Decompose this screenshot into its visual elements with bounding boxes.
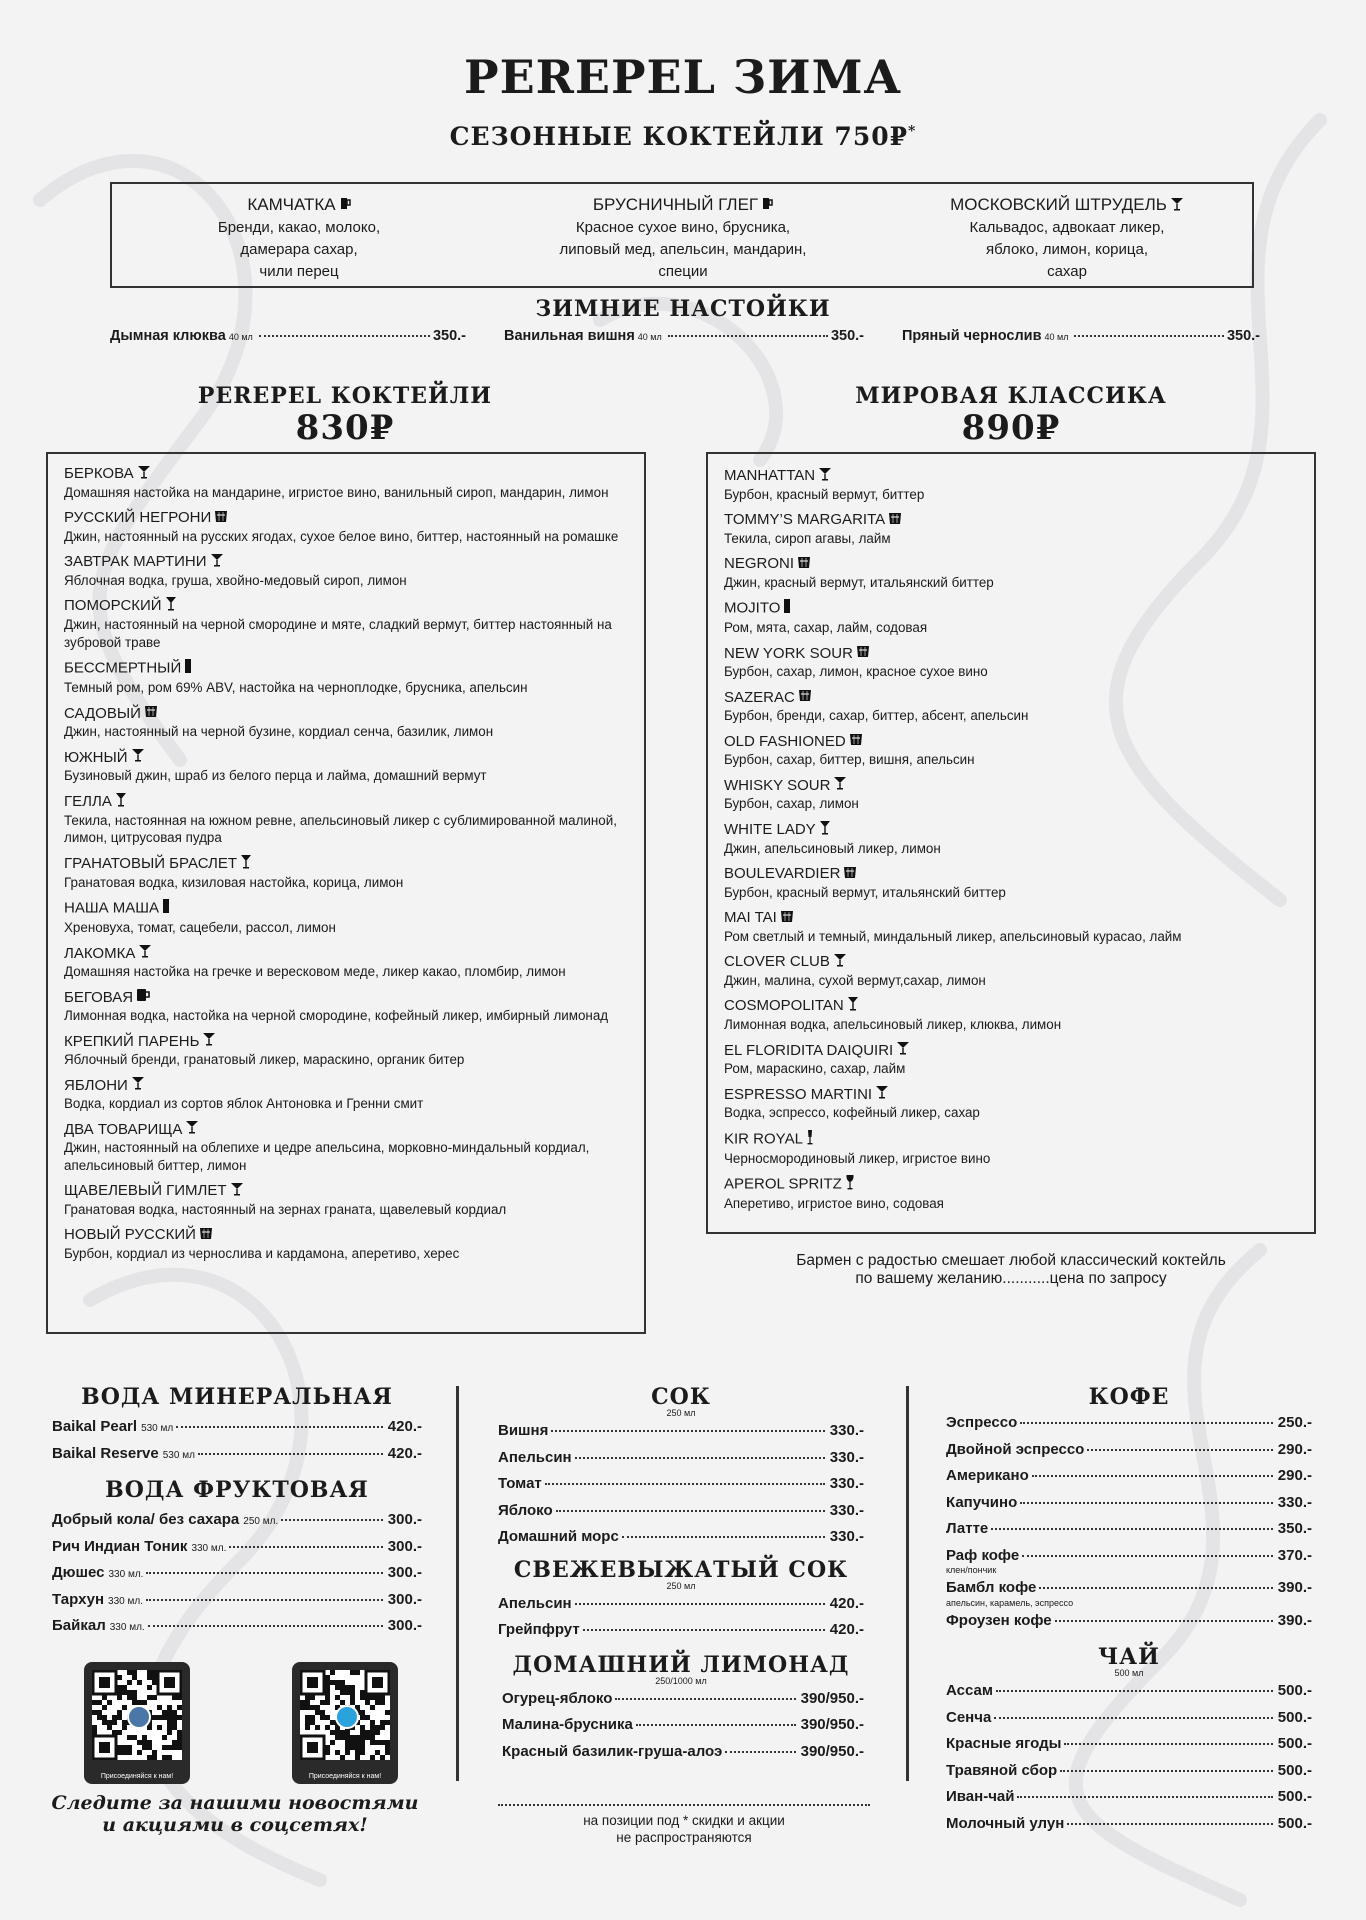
item-name: Капучино xyxy=(946,1493,1018,1511)
perepel-menu-box xyxy=(46,452,646,1334)
menu-item xyxy=(64,704,628,741)
menu-item xyxy=(724,1129,1298,1168)
item-price: 330.- xyxy=(829,1475,864,1492)
martini-glass-icon xyxy=(138,944,152,963)
rocks-glass-icon xyxy=(214,509,228,528)
item-name: БЕГОВАЯ xyxy=(64,988,134,1006)
menu-item xyxy=(724,820,1298,858)
price-row xyxy=(502,1716,864,1743)
item-name: РУССКИЙ НЕГРОНИ xyxy=(64,509,212,527)
price-row xyxy=(946,1735,1312,1762)
mineral-water-heading: ВОДА МИНЕРАЛЬНАЯ xyxy=(81,1384,393,1410)
telegram-icon xyxy=(335,1705,359,1729)
item-price: 390/950.- xyxy=(800,1689,864,1707)
item-desc: Джин, красный вермут, итальянский биттер xyxy=(724,574,994,590)
item-name: Красный базилик-груша-алоэ xyxy=(502,1742,723,1760)
price-row xyxy=(946,1682,1312,1709)
highball-glass-icon xyxy=(783,598,791,619)
coupe-glass-icon xyxy=(115,792,127,812)
martini-glass-icon xyxy=(137,465,151,484)
price-row xyxy=(946,1494,1312,1521)
item-name: MAI TAI xyxy=(724,909,777,927)
coupe-glass-icon xyxy=(165,596,177,616)
qr-code-vk[interactable]: Присоединяйся к нам! xyxy=(84,1662,190,1784)
item-price: 390/950.- xyxy=(800,1716,864,1733)
rocks-glass-icon xyxy=(199,1226,213,1245)
item-price: 390/950.- xyxy=(800,1742,864,1760)
item-name: Огурец-яблоко xyxy=(502,1689,613,1707)
item-desc: Лимонная водка, апельсиновый ликер, клюква, лимон xyxy=(724,1017,1062,1033)
bartender-note: Бармен с радостью смешает любой классический коктейль по вашему желанию...........цена по запросу xyxy=(796,1252,1226,1287)
menu-item xyxy=(724,554,1298,591)
martini-glass-icon xyxy=(875,1085,889,1104)
martini-glass-icon xyxy=(131,1076,145,1095)
menu-item xyxy=(64,1181,628,1218)
rocks-glass-icon xyxy=(843,865,857,884)
item-desc: Гранатовая водка, настоянный на зернах граната, щавелевый кордиал xyxy=(64,1201,507,1217)
price-row xyxy=(52,1564,422,1591)
price-row xyxy=(946,1762,1312,1789)
price-row xyxy=(502,1690,864,1717)
rocks-glass-icon xyxy=(849,732,863,751)
item-name: Томат xyxy=(498,1475,542,1492)
price-row xyxy=(946,1612,1312,1639)
price-row xyxy=(498,1422,864,1449)
price-row xyxy=(946,1709,1312,1736)
highball-glass-icon xyxy=(162,898,170,919)
menu-item xyxy=(64,944,628,981)
item-name: Рич Индиан Тоник xyxy=(52,1537,188,1555)
price-row xyxy=(502,1743,864,1770)
item-name: WHITE LADY xyxy=(724,820,816,838)
item-name: Ассам xyxy=(946,1682,993,1699)
item-desc: Яблочная водка, груша, хвойно-медовый сироп, лимон xyxy=(64,572,407,588)
item-name: ГРАНАТОВЫЙ БРАСЛЕТ xyxy=(64,854,238,872)
perepel-heading: PEREPEL КОКТЕЙЛИ xyxy=(197,383,493,409)
martini-glass-icon xyxy=(210,553,224,572)
martini-glass-icon xyxy=(818,467,832,486)
item-price: 390.- xyxy=(1277,1611,1312,1629)
item-desc: Бурбон, бренди, сахар, биттер, абсент, апельсин xyxy=(724,708,1029,724)
item-desc: Аперетиво, игристое вино, содовая xyxy=(724,1196,944,1212)
seasonal-item xyxy=(134,194,464,283)
item-desc: Джин, настоянный на черной смородине и мяте, сладкий вермут, биттер настоянный на зубровой траве xyxy=(64,617,612,650)
martini-glass-icon xyxy=(896,1041,910,1060)
item-desc: Бурбон, сахар, лимон, красное сухое вино xyxy=(724,664,988,680)
item-name: MOJITO xyxy=(724,599,781,617)
item-name: Иван-чай xyxy=(946,1788,1015,1805)
item-name: ДВА ТОВАРИЩА xyxy=(64,1120,183,1138)
item-desc: Темный ром, ром 69% ABV, настойка на черноплодке, брусника, апельсин xyxy=(64,680,528,696)
item-price: 250.- xyxy=(1277,1414,1312,1431)
seasonal-item xyxy=(902,194,1232,283)
mug-icon xyxy=(761,195,773,217)
menu-item xyxy=(64,988,628,1025)
martini-glass-icon xyxy=(131,748,145,767)
item-name: САДОВЫЙ xyxy=(64,704,141,722)
menu-item xyxy=(724,598,1298,637)
item-desc: Джин, настоянный на черной бузине, кордиал сенча, базилик, лимон xyxy=(64,724,494,740)
item-desc: Кальвадос, адвокаат ликер, яблоко, лимон, корица, сахар xyxy=(969,218,1165,280)
item-price: 300.- xyxy=(387,1537,422,1555)
coupe-glass-icon xyxy=(819,820,831,840)
item-price: 500.- xyxy=(1277,1708,1312,1726)
menu-item xyxy=(64,854,628,892)
item-desc: Ром светлый и темный, миндальный ликер, апельсиновый курасао, лайм xyxy=(724,928,1182,944)
item-name: Baikal Reserve xyxy=(52,1444,159,1462)
menu-item xyxy=(64,464,628,501)
item-price: 500.- xyxy=(1277,1788,1312,1805)
item-name: OLD FASHIONED xyxy=(724,732,846,750)
tincture-item: Дымная клюква 40 мл 350.- xyxy=(110,328,466,344)
item-name: WHISKY SOUR xyxy=(724,776,831,794)
menu-item xyxy=(64,898,628,937)
price-row xyxy=(52,1418,422,1445)
footnote: на позиции под * скидки и акции не распространяются xyxy=(583,1813,785,1845)
item-desc: Джин, малина, сухой вермут,сахар, лимон xyxy=(724,972,986,988)
item-volume: 250 мл. xyxy=(243,1516,279,1527)
item-name: MANHATTAN xyxy=(724,467,816,484)
item-desc: Ром, мята, сахар, лайм, содовая xyxy=(724,620,928,636)
tincture-item: Ванильная вишня 40 мл 350.- xyxy=(504,328,864,344)
item-name: ЗАВТРАК МАРТИНИ xyxy=(64,553,207,571)
price-row xyxy=(946,1441,1312,1468)
mug-icon xyxy=(339,195,351,217)
item-price: 330.- xyxy=(829,1422,864,1439)
vk-icon xyxy=(127,1705,151,1729)
martini-glass-icon xyxy=(1170,195,1184,217)
item-desc: Бурбон, сахар, биттер, вишня, апельсин xyxy=(724,752,975,768)
item-price: 370.- xyxy=(1277,1546,1312,1564)
menu-item xyxy=(724,1041,1298,1078)
item-desc: Домашняя настойка на мандарине, игристое вино, ванильный сироп, мандарин, лимон xyxy=(64,484,609,500)
item-name: Молочный улун xyxy=(946,1814,1065,1832)
item-price: 420.- xyxy=(387,1418,422,1435)
item-name: НАША МАША xyxy=(64,899,160,917)
item-volume: 530 мл xyxy=(141,1423,174,1434)
menu-item xyxy=(64,792,628,847)
menu-item xyxy=(724,952,1298,989)
item-name: TOMMY’S MARGARITA xyxy=(724,511,886,529)
qr-code-telegram[interactable]: Присоединяйся к нам! xyxy=(292,1662,398,1784)
item-name: NEGRONI xyxy=(724,555,795,573)
menu-item xyxy=(724,644,1298,681)
coffee-heading: КОФЕ xyxy=(1088,1384,1170,1410)
item-name: БЕССМЕРТНЫЙ xyxy=(64,659,182,677)
coupe-glass-icon xyxy=(240,854,252,874)
item-desc: Хреновуха, томат, сацебели, рассол, лимон xyxy=(64,920,336,936)
item-name: Травяной сбор xyxy=(946,1761,1058,1779)
item-price: 390.- xyxy=(1277,1579,1312,1596)
item-name: ESPRESSO MARTINI xyxy=(724,1085,873,1103)
item-price: 290.- xyxy=(1277,1440,1312,1458)
item-name: Фроузен кофе xyxy=(946,1611,1052,1629)
item-desc: Бурбон, сахар, лимон xyxy=(724,796,859,812)
rocks-glass-icon xyxy=(144,704,158,723)
rocks-glass-icon xyxy=(798,688,812,707)
price-row xyxy=(946,1520,1312,1547)
item-name: Вишня xyxy=(498,1422,549,1439)
item-price: 300.- xyxy=(387,1511,422,1528)
price-row xyxy=(498,1502,864,1529)
column-divider xyxy=(906,1386,909,1781)
item-desc: Бузиновый джин, шраб из белого перца и лайма, домашний вермут xyxy=(64,768,487,784)
item-price: 290.- xyxy=(1277,1467,1312,1484)
martini-glass-icon xyxy=(833,776,847,795)
item-name: Малина-брусника xyxy=(502,1716,633,1733)
rocks-glass-icon xyxy=(780,909,794,928)
item-price: 330.- xyxy=(829,1528,864,1545)
item-price: 300.- xyxy=(387,1617,422,1634)
item-price: 330.- xyxy=(1277,1493,1312,1511)
price-row xyxy=(498,1449,864,1476)
water-section xyxy=(52,1384,422,1644)
price-row xyxy=(498,1595,864,1622)
item-desc: Текила, сироп агавы, лайм xyxy=(724,530,891,546)
price-row xyxy=(52,1445,422,1472)
menu-item xyxy=(724,510,1298,547)
highball-glass-icon xyxy=(184,658,192,679)
tinctures-row xyxy=(0,328,1366,352)
menu-item xyxy=(724,732,1298,769)
item-desc: Бурбон, кордиал из чернослива и кардамона, аперетиво, херес xyxy=(64,1245,460,1261)
rocks-glass-icon xyxy=(888,511,902,530)
item-desc: Домашняя настойка на гречке и вересковом меде, ликер какао, пломбир, лимон xyxy=(64,964,566,980)
item-name: Бамбл кофе xyxy=(946,1579,1037,1596)
item-name: BOULEVARDIER xyxy=(724,865,841,883)
item-price: 500.- xyxy=(1277,1682,1312,1699)
item-desc: Джин, настоянный на облепихе и цедре апельсина, морковно-миндальный кордиал, апельсиновый биттер, лимон xyxy=(64,1140,590,1173)
classic-heading: МИРОВАЯ КЛАССИКА xyxy=(855,383,1167,409)
item-name: Baikal Pearl xyxy=(52,1418,138,1435)
item-name: ГЕЛЛА xyxy=(64,792,112,810)
item-name: Добрый кола/ без сахара xyxy=(52,1511,240,1528)
juice-heading: СОК xyxy=(651,1384,711,1410)
price-row xyxy=(498,1475,864,1502)
price-row xyxy=(52,1617,422,1644)
item-name: Домашний морс xyxy=(498,1528,619,1545)
item-name: Байкал xyxy=(52,1617,106,1634)
tincture-item: Пряный чернослив 40 мл 350.- xyxy=(902,328,1260,344)
item-name: KIR ROYAL xyxy=(724,1130,803,1148)
price-row xyxy=(946,1414,1312,1441)
item-name: Грейпфрут xyxy=(498,1621,580,1638)
fresh-juice-heading: СВЕЖЕВЫЖАТЫЙ СОК xyxy=(513,1556,849,1583)
item-name: NEW YORK SOUR xyxy=(724,644,853,662)
wine-glass-icon xyxy=(845,1174,855,1195)
item-price: 420.- xyxy=(829,1594,864,1612)
item-price: 300.- xyxy=(387,1564,422,1581)
menu-item xyxy=(724,688,1298,725)
price-row xyxy=(946,1788,1312,1815)
price-row xyxy=(52,1591,422,1618)
item-price: 300.- xyxy=(387,1590,422,1608)
item-desc: Красное сухое вино, брусника, липовый мед, апельсин, мандарин, специи xyxy=(559,218,807,280)
menu-item xyxy=(64,1225,628,1262)
item-name: ЯБЛОНИ xyxy=(64,1076,128,1094)
tinctures-heading: ЗИМНИЕ НАСТОЙКИ xyxy=(535,296,831,322)
column-divider xyxy=(456,1386,459,1781)
item-name: Апельсин xyxy=(498,1594,572,1612)
divider xyxy=(498,1804,870,1806)
seasonal-item xyxy=(518,194,848,283)
item-price: 500.- xyxy=(1277,1814,1312,1832)
item-name: БРУСНИЧНЫЙ ГЛЕГ xyxy=(592,195,759,214)
menu-item xyxy=(64,658,628,697)
item-name: Эспрессо xyxy=(946,1414,1018,1431)
flute-glass-icon xyxy=(806,1129,814,1150)
classic-price: 890₽ xyxy=(961,408,1061,448)
item-price: 500.- xyxy=(1277,1761,1312,1779)
item-desc: Бренди, какао, молоко, дамерара сахар, чили перец xyxy=(217,218,381,280)
item-name: APEROL SPRITZ xyxy=(724,1175,842,1193)
item-desc: Бурбон, красный вермут, итальянский биттер xyxy=(724,884,1006,900)
item-desc: Гранатовая водка, кизиловая настойка, корица, лимон xyxy=(64,874,404,890)
menu-item xyxy=(724,908,1298,945)
item-desc: Джин, апельсиновый ликер, лимон xyxy=(724,840,941,856)
item-desc: Лимонная водка, настойка на черной смородине, кофейный ликер, имбирный лимонад xyxy=(64,1008,609,1024)
price-row xyxy=(946,1815,1312,1842)
item-name: Яблоко xyxy=(498,1501,553,1519)
coffee-section: КОФЕ Эспрессо 250.- Двойной эспрессо 290.- Американо 290.- Капучино 330.- Латте 350.- Раф кофе 370.- клен/пончик Бамбл кофе 390.- апельсин, карамель, эспрессо Фроузен кофе 390.- ЧАЙ 500 мл Ассам 500.- Сенча 500.- Красные ягоды 500.- Травяной сбор 500.- Иван-чай 500.- Молочный улун 500.- xyxy=(946,1384,1312,1841)
item-name: Латте xyxy=(946,1520,989,1537)
menu-item xyxy=(64,1120,628,1175)
item-volume: 330 мл. xyxy=(109,1622,145,1633)
price-row xyxy=(52,1538,422,1565)
item-price: 350.- xyxy=(1277,1520,1312,1537)
item-desc: Бурбон, красный вермут, биттер xyxy=(724,486,925,502)
price-row xyxy=(498,1528,864,1555)
item-name: ЩАВЕЛЕВЫЙ ГИМЛЕТ xyxy=(64,1182,227,1200)
perepel-price: 830₽ xyxy=(295,408,395,448)
juice-section: СОК 250 мл Вишня 330.- Апельсин 330.- Томат 330.- Яблоко 330.- Домашний морс 330.- СВЕЖЕВЫЖАТЫЙ СОК 250 мл Апельсин 420.- Грейпфрут 420.- ДОМАШНИЙ ЛИМОНАД 250/1000 мл Огурец-яблоко 390/950.- Малина-брусника 390/950.- Красный базилик-груша-алоэ 390/950.- xyxy=(498,1384,864,1769)
page-title: PEREPEL ЗИМА xyxy=(464,50,902,104)
item-name: ПОМОРСКИЙ xyxy=(64,597,162,615)
menu-item xyxy=(64,596,628,651)
menu-item xyxy=(64,552,628,589)
price-row xyxy=(498,1621,864,1648)
item-desc: Ром, мараскино, сахар, лайм xyxy=(724,1061,906,1077)
item-name: COSMOPOLITAN xyxy=(724,997,844,1015)
mug-icon xyxy=(136,988,151,1007)
item-price: 420.- xyxy=(387,1444,422,1462)
item-note: апельсин, карамель, эспрессо xyxy=(946,1597,1074,1608)
item-name: НОВЫЙ РУССКИЙ xyxy=(64,1226,196,1244)
item-name: Красные ягоды xyxy=(946,1735,1062,1752)
item-volume: 330 мл. xyxy=(108,1595,143,1607)
item-name: КАМЧАТКА xyxy=(247,195,336,214)
item-name: Сенча xyxy=(946,1708,992,1726)
menu-item xyxy=(64,508,628,545)
item-name: Дюшес xyxy=(52,1564,105,1581)
item-note: клен/пончик xyxy=(946,1565,997,1575)
martini-glass-icon xyxy=(230,1182,244,1201)
rocks-glass-icon xyxy=(797,555,811,574)
item-desc: Джин, настоянный на русских ягодах, сухое белое вино, биттер, настоянный на ромашке xyxy=(64,528,619,544)
rocks-glass-icon xyxy=(856,644,870,663)
menu-item xyxy=(724,776,1298,813)
item-desc: Яблочный бренди, гранатовый ликер, мараскино, органик битер xyxy=(64,1052,465,1068)
item-name: Тархун xyxy=(52,1590,105,1608)
price-row xyxy=(946,1467,1312,1494)
item-price: 330.- xyxy=(829,1448,864,1466)
item-name: Американо xyxy=(946,1467,1029,1484)
menu-item xyxy=(64,1032,628,1069)
item-volume: 330 мл. xyxy=(191,1542,227,1554)
menu-item xyxy=(724,864,1298,901)
price-row xyxy=(52,1511,422,1538)
item-price: 330.- xyxy=(829,1501,864,1519)
menu-item xyxy=(724,466,1298,503)
item-desc: Текила, настоянная на южном ревне, апельсиновый ликер с сублимированной малиной, лимон, цитрусовая пудра xyxy=(64,812,617,846)
item-name: EL FLORIDITA DAIQUIRI xyxy=(724,1041,894,1059)
item-name: Двойной эспрессо xyxy=(946,1440,1085,1458)
item-desc: Водка, эспрессо, кофейный ликер, сахар xyxy=(724,1105,980,1121)
item-desc: Черносмородиновый ликер, игристое вино xyxy=(724,1150,991,1166)
item-volume: 330 мл. xyxy=(108,1569,144,1580)
item-name: SAZERAC xyxy=(724,688,795,706)
item-name: Раф кофе xyxy=(946,1546,1020,1564)
item-name: МОСКОВСКИЙ ШТРУДЕЛЬ xyxy=(950,195,1167,214)
menu-item xyxy=(64,748,628,785)
follow-text: Следите за нашими новостями и акциями в соцсетях! xyxy=(51,1792,419,1836)
item-name: Апельсин xyxy=(498,1448,572,1466)
item-volume: 530 мл xyxy=(162,1449,195,1461)
fruit-water-heading: ВОДА ФРУКТОВАЯ xyxy=(105,1477,369,1503)
tea-heading: ЧАЙ xyxy=(1098,1644,1160,1670)
martini-glass-icon xyxy=(833,953,847,972)
item-desc: Водка, кордиал из сортов яблок Антоновка и Гренни смит xyxy=(64,1096,424,1112)
item-name: ЛАКОМКА xyxy=(64,944,136,962)
item-name: CLOVER CLUB xyxy=(724,953,830,971)
lemonade-heading: ДОМАШНИЙ ЛИМОНАД xyxy=(512,1651,850,1678)
menu-item xyxy=(724,996,1298,1034)
coupe-glass-icon xyxy=(847,996,859,1016)
menu-item xyxy=(724,1085,1298,1122)
item-name: КРЕПКИЙ ПАРЕНЬ xyxy=(64,1032,200,1050)
menu-item xyxy=(64,1076,628,1113)
item-price: 420.- xyxy=(829,1621,864,1638)
menu-item xyxy=(724,1174,1298,1213)
seasonal-heading: СЕЗОННЫЕ КОКТЕЙЛИ 750₽* xyxy=(449,122,917,151)
martini-glass-icon xyxy=(185,1120,199,1139)
classic-menu-box xyxy=(706,452,1316,1234)
item-name: БЕРКОВА xyxy=(64,465,134,482)
seasonal-box xyxy=(110,182,1254,288)
martini-glass-icon xyxy=(202,1032,216,1051)
item-name: ЮЖНЫЙ xyxy=(64,748,128,766)
item-price: 500.- xyxy=(1277,1735,1312,1752)
